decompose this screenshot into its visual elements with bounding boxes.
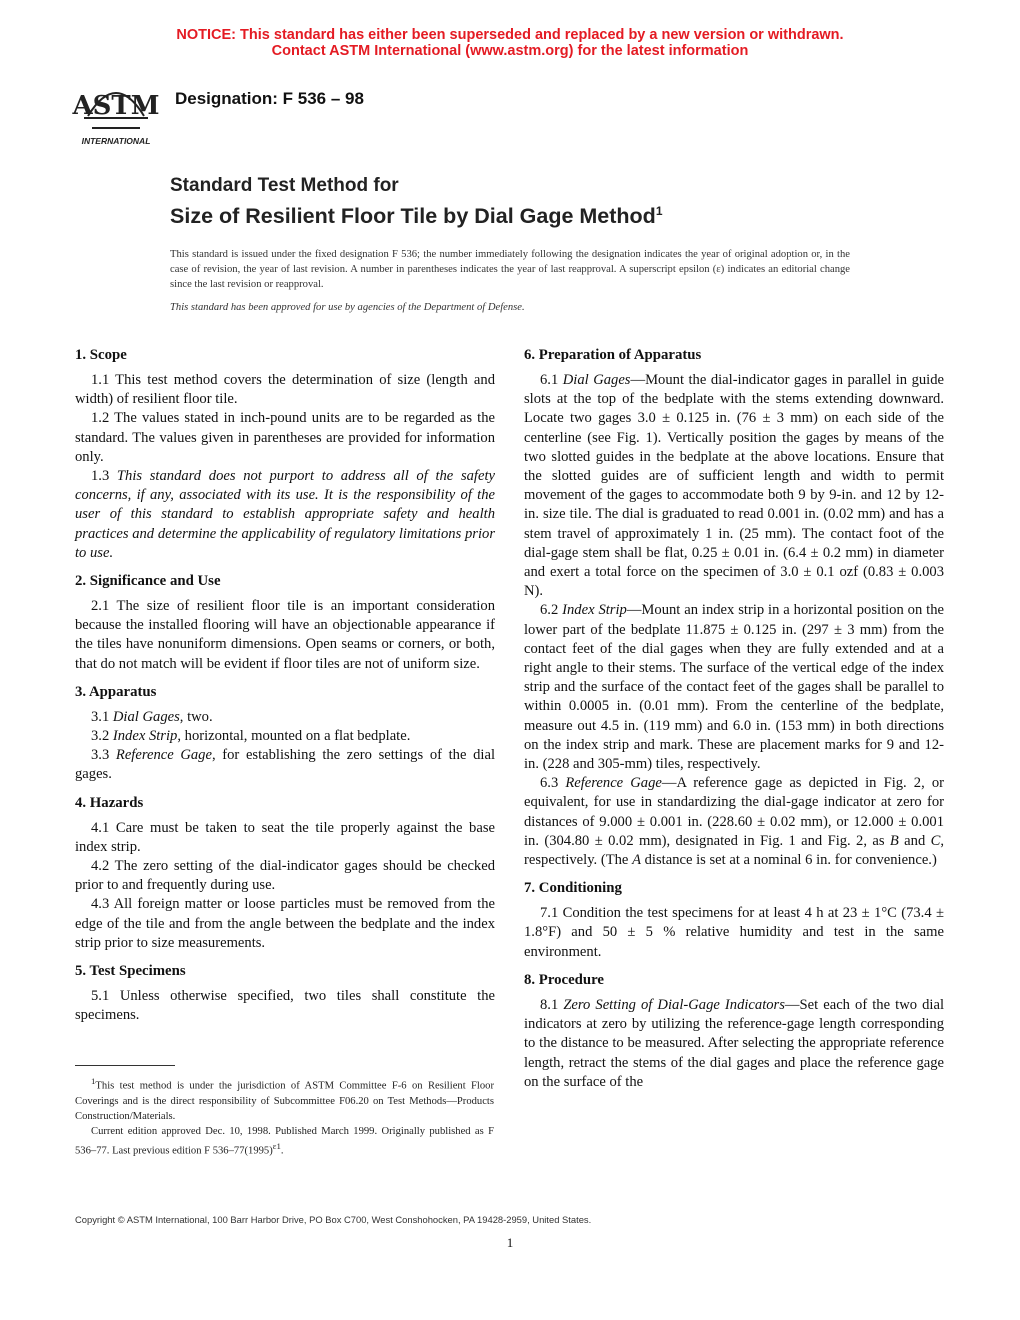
footnote-rule bbox=[75, 1065, 175, 1066]
footnote-mark: 1 bbox=[91, 1076, 96, 1086]
preface-text: This standard is issued under the fixed designation F 536; the number immediately following the designation indicates the year of original adoption or, in the case of revision, the year of last revision. A number in parentheses indicates the year of last reapproval. A superscript epsilon (ε) indicates an editorial change since the last revision or reapproval. bbox=[170, 249, 850, 290]
logo-letters: ASTM bbox=[72, 91, 160, 121]
footnote-p2 bbox=[75, 1124, 494, 1159]
section-test-specimens bbox=[75, 962, 495, 1025]
paragraph: 5.1 Unless otherwise specified, two tiles shall constitute the specimens. bbox=[75, 988, 495, 1024]
paragraph: 4.1 Care must be taken to seat the tile properly against the base index strip. bbox=[75, 819, 495, 855]
paragraph-text: —Mount the dial-indicator gages in parallel in guide slots at the top of the bedplate with the stems extending downward. Locate two gages 3.0 ± 0.125 in. (76 ± 3 mm) on each side of the centerline (see Fig. 1). Vertically position the gages by means of the two slotted guides in the bedplate at the above locations. Ensure that the slotted guides are of sufficient length and width to permit movement of the gages to accommodate both 9 by 9-in. and 12 by 12-in. size tile. The dial is graduated to read 0.001 in. (0.02 mm) and has a stem travel of approximately 1 in. (25 mm). The contact foot of the dial-gage stem shall be flat, 0.25 ± 0.01 in. (6.4 ± 0.2 mm) in diameter and exert a total force on the specimen of 3.0 ± 0.1 ozf (0.83 ± 0.003 N). bbox=[524, 372, 945, 600]
paragraph-text: distance is set at a nominal 6 in. for convenience.) bbox=[640, 852, 937, 869]
section-heading: 3. Apparatus bbox=[75, 683, 157, 700]
section-heading: 4. Hazards bbox=[75, 794, 144, 811]
paragraph: 4.2 The zero setting of the dial-indicator gages should be checked prior to and frequently during use. bbox=[75, 858, 495, 894]
paragraph-text: —Mount an index strip in a horizontal position on the lower part of the bedplate 11.875 ± 0.125 in. (297 ± 3 mm) from the contact feet of the dial gages when they are fully extended and at a right angle to their stems. The surface of the vertical edge of the index strip and the surface of the contact feet of the gages shall be parallel to within 0.0005 in. (0.01 mm). From the centerline of the bedplate, measure out 4.5 in. (119 mm) and 6.0 in. (153 mm) in both directions on the index strip and mark. These are placement marks for 9 and 12-in. (228 and 305-mm) tiles, respectively. bbox=[524, 602, 944, 773]
label-a: A bbox=[632, 852, 641, 869]
footnote bbox=[75, 1074, 494, 1158]
term: Index Strip bbox=[562, 602, 627, 619]
section-heading: 6. Preparation of Apparatus bbox=[524, 347, 702, 363]
preface bbox=[170, 247, 850, 315]
term: Reference Gage bbox=[565, 775, 662, 792]
term: Dial Gages bbox=[112, 708, 180, 725]
section-conditioning bbox=[524, 879, 944, 962]
paragraph bbox=[524, 996, 944, 1092]
page-number: 1 bbox=[506, 1235, 514, 1250]
label-c: C bbox=[930, 832, 941, 849]
para-number: 3.3 bbox=[91, 747, 116, 764]
footnote-p1 bbox=[75, 1074, 494, 1124]
epsilon-superscript: ε1 bbox=[272, 1140, 281, 1151]
item-text: , horizontal, mounted on a flat bedplate. bbox=[177, 728, 411, 745]
title-main: Size of Resilient Floor Tile by Dial Gage Method bbox=[170, 204, 656, 229]
term: Zero Setting of Dial-Gage Indicators bbox=[563, 996, 785, 1013]
section-heading: 1. Scope bbox=[75, 347, 127, 363]
term: Dial Gages bbox=[562, 372, 631, 388]
section-apparatus bbox=[75, 683, 495, 785]
section-heading: 5. Test Specimens bbox=[75, 963, 186, 980]
notice-line-1: NOTICE: This standard has either been superseded and replaced by a new version or withdrawn. bbox=[176, 27, 844, 43]
dod-approval: This standard has been approved for use by agencies of the Department of Defense. bbox=[170, 302, 525, 313]
list-item bbox=[75, 708, 495, 727]
term: Reference Gage bbox=[115, 747, 212, 764]
safety-caveat: This standard does not purport to address all of the safety concerns, if any, associated with its use. It is the responsibility of the user of this standard to establish appropriate safety and health practices and determine the applicability of regulatory limitations prior to use. bbox=[75, 468, 495, 561]
label-b: B bbox=[889, 832, 899, 849]
section-hazards bbox=[75, 794, 495, 953]
right-column bbox=[524, 346, 944, 1101]
footnote-text: Current edition approved Dec. 10, 1998. Published March 1999. Originally published as F 536–77. Last previous edition F 536–77(1995) bbox=[75, 1125, 494, 1157]
copyright: Copyright © ASTM International, 100 Barr Harbor Drive, PO Box C700, West Conshohocken, PA 19428-2959, United States. bbox=[75, 1214, 592, 1225]
list-item bbox=[75, 727, 495, 746]
paragraph bbox=[75, 467, 495, 563]
footnote-text: . bbox=[280, 1145, 284, 1157]
paragraph: 1.1 This test method covers the determination of size (length and width) of resilient floor tile. bbox=[75, 372, 495, 408]
section-preparation bbox=[524, 346, 944, 870]
title-footnote-mark: 1 bbox=[655, 204, 663, 218]
notice-line-2: Contact ASTM International (www.astm.org) for the latest information bbox=[271, 43, 749, 59]
document-title bbox=[170, 174, 663, 230]
section-significance bbox=[75, 572, 495, 674]
para-number: 6.1 bbox=[540, 372, 563, 388]
para-number: 6.2 bbox=[540, 602, 563, 619]
term: Index Strip bbox=[112, 728, 178, 745]
paragraph-text: —Set each of the two dial indicators at zero by utilizing the reference-gage length corresponding to the distance to be measured. After selecting the appropriate reference length, retract the stems of the dial gages and place the reference gage on the surface of the bbox=[524, 996, 944, 1090]
item-text: , two. bbox=[179, 708, 213, 725]
para-number: 8.1 bbox=[540, 996, 564, 1013]
paragraph-text: and bbox=[898, 832, 931, 849]
paragraph: 7.1 Condition the test specimens for at least 4 h at 23 ± 1°C (73.4 ± 1.8°F) and 50 ± 5 % relative humidity and test in the same environment. bbox=[524, 905, 944, 960]
para-number: 3.1 bbox=[91, 708, 113, 725]
astm-logo bbox=[70, 74, 162, 150]
item-text: , for establishing the zero settings of the dial gages. bbox=[75, 747, 495, 783]
paragraph: 1.2 The values stated in inch-pound units are to be regarded as the standard. The values given in parentheses are provided for information only. bbox=[75, 410, 495, 465]
list-item bbox=[75, 746, 495, 784]
paragraph: 4.3 All foreign matter or loose particles must be removed from the edge of the tile and from the angle between the bedplate and the index strip prior to size measurements. bbox=[75, 896, 495, 951]
paragraph bbox=[524, 601, 944, 774]
section-heading: 2. Significance and Use bbox=[75, 573, 221, 590]
logo-international: INTERNATIONAL bbox=[81, 136, 151, 146]
section-procedure bbox=[524, 971, 944, 1092]
paragraph-text: , respectively. (The bbox=[524, 832, 944, 869]
paragraph bbox=[524, 371, 944, 601]
paragraph-text: —A reference gage as depicted in Fig. 2, or equivalent, for use in standardizing the dial-gage indicator at zero for distances of 9.000 ± 0.001 in. (228.60 ± 0.02 mm), or 12.000 ± 0.001 in. (304.80 ± 0.02 mm), designated in Fig. 1 and Fig. 2, as bbox=[524, 775, 944, 849]
title-line-2 bbox=[170, 198, 663, 230]
para-number: 1.3 bbox=[91, 468, 117, 485]
title-line-1: Standard Test Method for bbox=[170, 175, 399, 196]
para-number: 6.3 bbox=[540, 775, 566, 792]
section-heading: 8. Procedure bbox=[524, 971, 604, 988]
footnote-text: This test method is under the jurisdiction of ASTM Committee F-6 on Resilient Floor Coverings and is the direct responsibility of Subcommittee F06.20 on Test Methods—Products Construction/Materials. bbox=[75, 1080, 494, 1122]
paragraph bbox=[524, 774, 944, 870]
section-scope bbox=[75, 346, 495, 563]
section-heading: 7. Conditioning bbox=[524, 880, 622, 897]
para-number: 3.2 bbox=[91, 728, 113, 745]
paragraph: 2.1 The size of resilient floor tile is an important consideration because the installed flooring will have an objectionable appearance if the tiles have nonuniform dimensions. Open seams or corners, or both, that do not match will be evident if floor tiles are not of uniform size. bbox=[75, 598, 495, 672]
withdrawal-notice bbox=[0, 27, 1020, 59]
designation: Designation: F 536 – 98 bbox=[175, 89, 364, 108]
left-column bbox=[75, 346, 495, 1034]
